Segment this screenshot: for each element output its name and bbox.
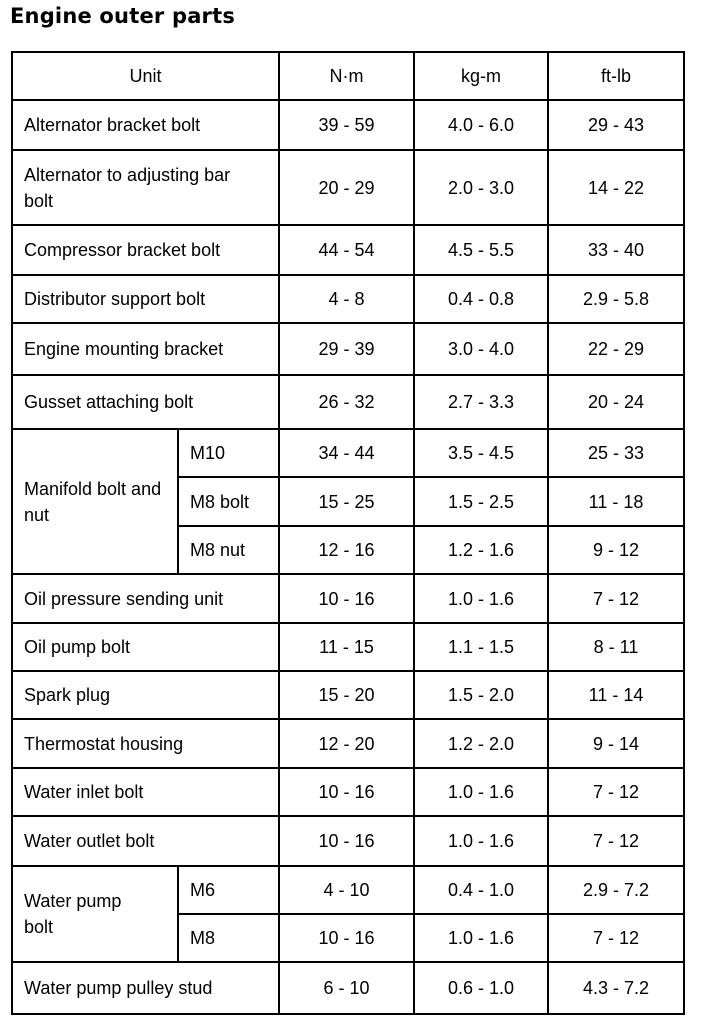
- row-nm: 10 - 16: [279, 816, 414, 866]
- table-row: [12, 150, 684, 225]
- row-kgm: 1.1 - 1.5: [414, 623, 548, 671]
- row-ftlb: 11 - 14: [548, 671, 684, 719]
- row-kgm: 1.2 - 1.6: [414, 526, 548, 574]
- row-name: Spark plug: [12, 671, 279, 719]
- table-row: [12, 100, 684, 150]
- row-ftlb: 7 - 12: [548, 768, 684, 816]
- row-ftlb: 2.9 - 5.8: [548, 275, 684, 323]
- row-nm: 29 - 39: [279, 323, 414, 375]
- row-name: Oil pump bolt: [12, 623, 279, 671]
- row-nm: 34 - 44: [279, 429, 414, 477]
- row-nm: 26 - 32: [279, 375, 414, 429]
- torque-spec-table: [11, 51, 685, 1015]
- row-name: Thermostat housing: [12, 719, 279, 768]
- table-row: [12, 429, 684, 477]
- row-ftlb: 9 - 14: [548, 719, 684, 768]
- row-kgm: 2.7 - 3.3: [414, 375, 548, 429]
- row-size: M6: [178, 866, 279, 914]
- row-nm: 4 - 8: [279, 275, 414, 323]
- table-row: [12, 719, 684, 768]
- table-row: [12, 962, 684, 1014]
- row-name: Water inlet bolt: [12, 768, 279, 816]
- row-kgm: 0.6 - 1.0: [414, 962, 548, 1014]
- table-row: [12, 275, 684, 323]
- row-size: M8: [178, 914, 279, 962]
- row-name: Compressor bracket bolt: [12, 225, 279, 275]
- row-ftlb: 2.9 - 7.2: [548, 866, 684, 914]
- row-size: M8 bolt: [178, 477, 279, 526]
- row-nm: 11 - 15: [279, 623, 414, 671]
- row-nm: 15 - 20: [279, 671, 414, 719]
- row-size: M8 nut: [178, 526, 279, 574]
- row-ftlb: 20 - 24: [548, 375, 684, 429]
- header-ftlb: ft-lb: [548, 52, 684, 100]
- row-nm: 12 - 16: [279, 526, 414, 574]
- row-name: Gusset attaching bolt: [12, 375, 279, 429]
- table-row: [12, 375, 684, 429]
- row-ftlb: 8 - 11: [548, 623, 684, 671]
- table-row: [12, 816, 684, 866]
- row-nm: 10 - 16: [279, 768, 414, 816]
- row-kgm: 2.0 - 3.0: [414, 150, 548, 225]
- header-unit: Unit: [12, 52, 279, 100]
- row-nm: 20 - 29: [279, 150, 414, 225]
- row-nm: 4 - 10: [279, 866, 414, 914]
- row-kgm: 1.0 - 1.6: [414, 574, 548, 623]
- page-title: Engine outer parts: [10, 4, 236, 28]
- row-kgm: 0.4 - 0.8: [414, 275, 548, 323]
- row-name: Manifold bolt and nut: [24, 478, 162, 525]
- row-name: Oil pressure sending unit: [12, 574, 279, 623]
- row-name: Water outlet bolt: [12, 816, 279, 866]
- row-kgm: 3.0 - 4.0: [414, 323, 548, 375]
- row-kgm: 1.2 - 2.0: [414, 719, 548, 768]
- row-kgm: 0.4 - 1.0: [414, 866, 548, 914]
- row-ftlb: 22 - 29: [548, 323, 684, 375]
- row-kgm: 1.0 - 1.6: [414, 816, 548, 866]
- row-kgm: 3.5 - 4.5: [414, 429, 548, 477]
- row-ftlb: 33 - 40: [548, 225, 684, 275]
- row-ftlb: 29 - 43: [548, 100, 684, 150]
- row-kgm: 4.5 - 5.5: [414, 225, 548, 275]
- table-row: [12, 671, 684, 719]
- table-row: [12, 225, 684, 275]
- row-kgm: 4.0 - 6.0: [414, 100, 548, 150]
- header-nm: N·m: [279, 52, 414, 100]
- row-name: Alternator bracket bolt: [12, 100, 279, 150]
- row-name: Water pump bolt: [24, 891, 122, 937]
- table-row: [12, 574, 684, 623]
- row-nm: 10 - 16: [279, 574, 414, 623]
- row-nm: 10 - 16: [279, 914, 414, 962]
- row-nm: 15 - 25: [279, 477, 414, 526]
- row-kgm: 1.0 - 1.6: [414, 914, 548, 962]
- row-nm: 44 - 54: [279, 225, 414, 275]
- row-ftlb: 4.3 - 7.2: [548, 962, 684, 1014]
- row-ftlb: 14 - 22: [548, 150, 684, 225]
- row-ftlb: 9 - 12: [548, 526, 684, 574]
- row-ftlb: 7 - 12: [548, 816, 684, 866]
- table-row: [12, 623, 684, 671]
- row-ftlb: 7 - 12: [548, 574, 684, 623]
- row-ftlb: 25 - 33: [548, 429, 684, 477]
- row-name: Distributor support bolt: [12, 275, 279, 323]
- table-row: [12, 768, 684, 816]
- row-size: M10: [178, 429, 279, 477]
- table-row: [12, 866, 684, 914]
- row-name: Water pump pulley stud: [12, 962, 279, 1014]
- table-row: [12, 323, 684, 375]
- row-ftlb: 7 - 12: [548, 914, 684, 962]
- row-ftlb: 11 - 18: [548, 477, 684, 526]
- row-name: Alternator to adjusting bar bolt: [24, 164, 231, 211]
- row-name: Engine mounting bracket: [12, 323, 279, 375]
- row-nm: 6 - 10: [279, 962, 414, 1014]
- row-kgm: 1.0 - 1.6: [414, 768, 548, 816]
- header-row: [12, 52, 684, 100]
- row-kgm: 1.5 - 2.0: [414, 671, 548, 719]
- header-kgm: kg-m: [414, 52, 548, 100]
- row-nm: 39 - 59: [279, 100, 414, 150]
- row-kgm: 1.5 - 2.5: [414, 477, 548, 526]
- row-nm: 12 - 20: [279, 719, 414, 768]
